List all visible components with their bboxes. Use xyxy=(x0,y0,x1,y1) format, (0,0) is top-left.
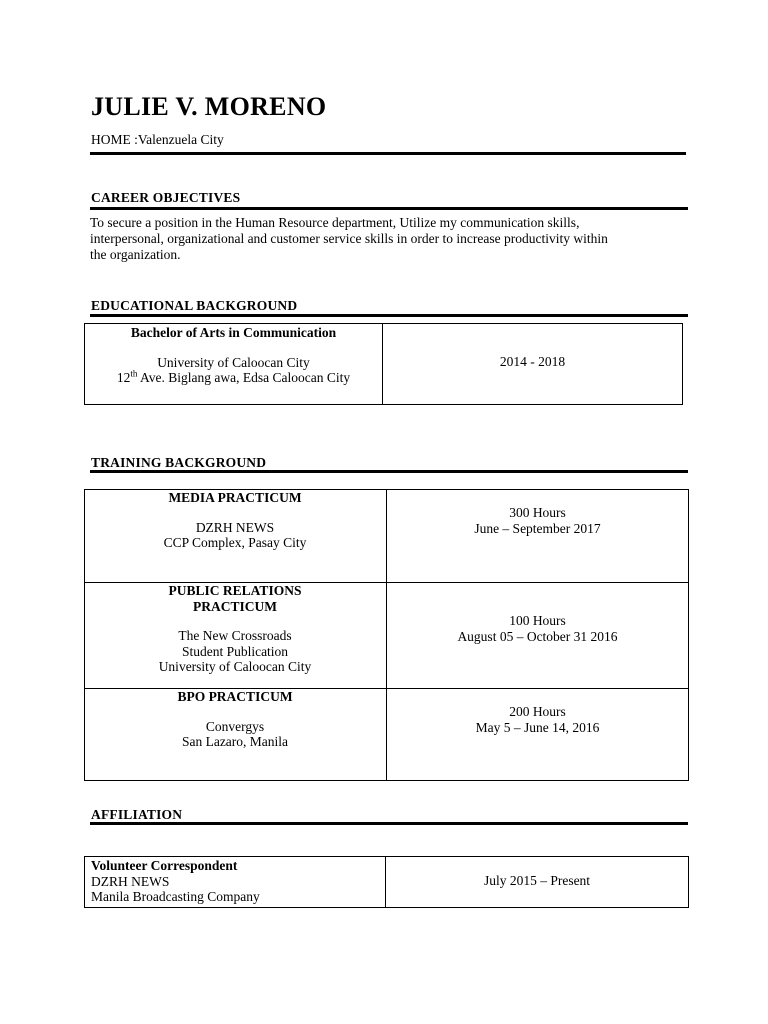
training-divider xyxy=(90,470,688,473)
career-objective-text xyxy=(90,215,690,263)
affiliation-divider xyxy=(90,822,688,825)
home-value: Valenzuela City xyxy=(137,132,224,147)
home-label: HOME : xyxy=(91,132,138,147)
applicant-name: JULIE V. MORENO xyxy=(91,92,327,121)
training-heading: TRAINING BACKGROUND xyxy=(91,455,267,470)
training-org-location: CCP Complex, Pasay City xyxy=(163,535,307,550)
training-org: Convergys xyxy=(205,718,265,734)
training-details xyxy=(85,689,385,750)
training-schedule xyxy=(387,704,688,735)
education-heading: EDUCATIONAL BACKGROUND xyxy=(91,298,298,313)
objective-line-1: To secure a position in the Human Resource department, Utilize my communication skills, xyxy=(90,215,580,230)
affiliation-org: DZRH NEWS xyxy=(91,873,170,889)
training-details xyxy=(85,583,385,675)
affiliation-role: Volunteer Correspondent xyxy=(91,858,238,873)
affiliation-period: July 2015 – Present xyxy=(483,873,591,888)
training-details xyxy=(85,490,385,551)
education-divider xyxy=(90,314,688,317)
header-divider xyxy=(90,152,686,155)
training-hours: 200 Hours xyxy=(509,704,566,719)
education-years: 2014 - 2018 xyxy=(499,354,566,369)
training-org-location: University of Caloocan City xyxy=(158,659,312,674)
training-org: The New Crossroads xyxy=(178,628,292,643)
career-objectives-heading: CAREER OBJECTIVES xyxy=(91,190,241,205)
training-hours: 300 Hours xyxy=(509,505,566,520)
affiliation-company: Manila Broadcasting Company xyxy=(91,889,260,904)
training-dates: May 5 – June 14, 2016 xyxy=(475,719,600,735)
training-org: DZRH NEWS xyxy=(195,519,275,535)
training-title: BPO PRACTICUM xyxy=(177,689,293,704)
training-title: PUBLIC RELATIONS xyxy=(168,583,302,598)
degree: Bachelor of Arts in Communication xyxy=(130,325,337,340)
school-address: 12th Ave. Biglang awa, Edsa Caloocan City xyxy=(116,368,351,385)
career-divider xyxy=(90,207,688,210)
affiliation-details xyxy=(91,858,381,905)
training-title-line-2: PRACTICUM xyxy=(193,598,277,614)
training-dates: June – September 2017 xyxy=(474,520,601,536)
training-org-unit: Student Publication xyxy=(181,643,289,659)
objective-line-2: interpersonal, organizational and customer service skills in order to increase productivity within xyxy=(90,231,608,246)
training-org-location: San Lazaro, Manila xyxy=(181,734,289,749)
objective-line-3: the organization. xyxy=(90,247,181,262)
school-name: University of Caloocan City xyxy=(157,354,310,370)
training-title: MEDIA PRACTICUM xyxy=(168,490,302,505)
training-schedule xyxy=(387,613,688,644)
training-hours: 100 Hours xyxy=(509,613,566,628)
affiliation-heading: AFFILIATION xyxy=(91,807,183,822)
home-address xyxy=(91,132,224,148)
training-schedule xyxy=(387,505,688,536)
training-dates: August 05 – October 31 2016 xyxy=(457,628,618,644)
education-details xyxy=(85,325,382,386)
